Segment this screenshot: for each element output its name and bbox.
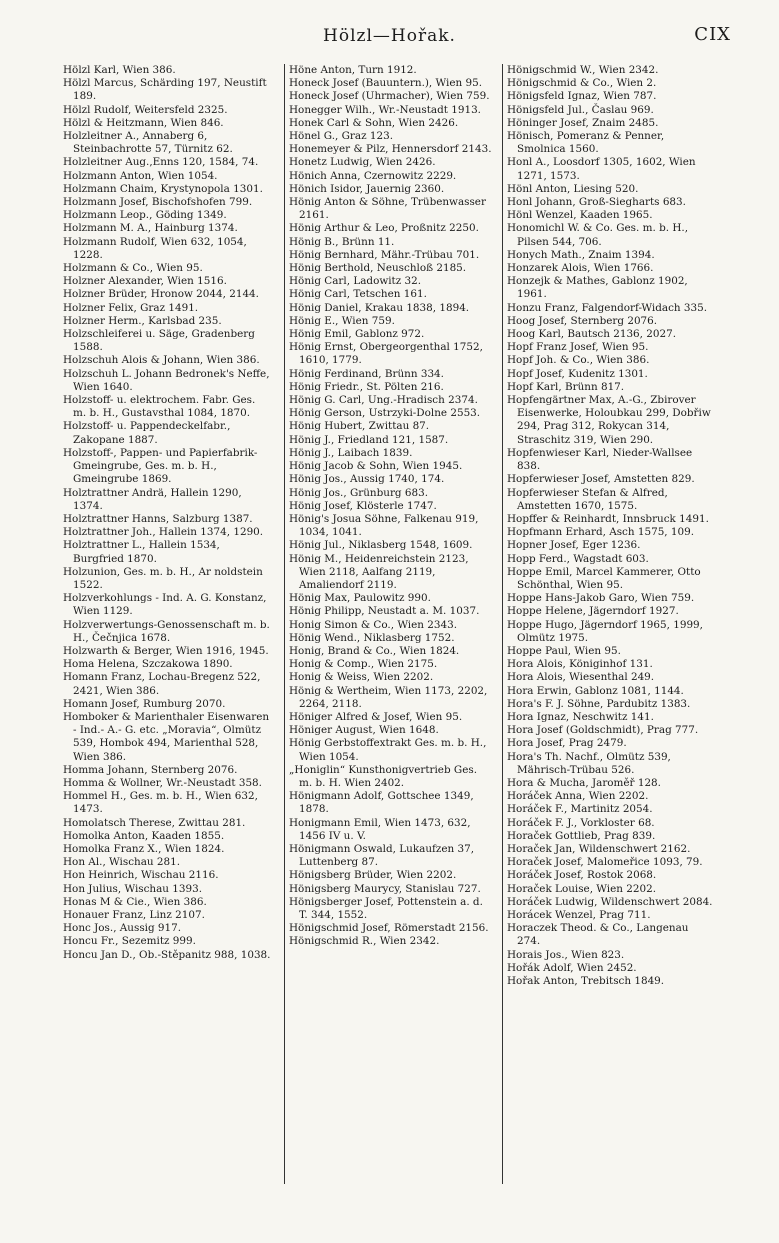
directory-entry: Hönig B., Brünn 11. — [289, 235, 395, 248]
directory-entry: Homolka Anton, Kaaden 1855. — [63, 829, 225, 842]
directory-entry: Horáček Anna, Wien 2202. — [507, 790, 649, 803]
directory-entry: Holzleitner Aug.,Enns 120, 1584, 74. — [63, 156, 259, 169]
directory-entry: Honig Simon & Co., Wien 2343. — [289, 618, 458, 631]
directory-entry: Hora Ignaz, Neschwitz 141. — [507, 710, 654, 723]
directory-entry: Hopf Karl, Brünn 817. — [507, 380, 625, 393]
directory-entry: Honig & Weiss, Wien 2202. — [289, 671, 434, 684]
directory-entry: Hönig Jul., Niklasberg 1548, 1609. — [289, 539, 473, 552]
directory-entry: Hoppe Hans-Jakob Garo, Wien 759. — [507, 592, 695, 605]
directory-entry: Hölzl Rudolf, Weitersfeld 2325. — [63, 103, 228, 116]
directory-entry: Holzmann & Co., Wien 95. — [63, 262, 203, 275]
directory-entry: Honeck Josef (Bauuntern.), Wien 95. — [289, 77, 483, 90]
directory-entry: „Honiglin“ Kunsthonigvertrieb Ges. m. b. H. Wien 2402. — [289, 763, 478, 789]
directory-entry: Holzstoff- u. Pappendeckelfabr., Zakopane 1887. — [63, 420, 231, 446]
directory-entry: Hönig Max, Paulowitz 990. — [289, 592, 431, 605]
directory-entry: Honl A., Loosdorf 1305, 1602, Wien 1271, 1573. — [507, 156, 696, 182]
directory-entry: Hopfenwieser Karl, Nieder-Wallsee 838. — [507, 446, 693, 473]
directory-entry: Hořák Adolf, Wien 2452. — [507, 961, 637, 974]
directory-entry: Höniger August, Wien 1648. — [289, 724, 439, 737]
directory-entry: Horáček F., Martinitz 2054. — [507, 803, 653, 816]
directory-entry: Hönig Anton & Söhne, Trübenwasser 2161. — [289, 196, 486, 222]
directory-entry: Hopfengärtner Max, A.-G., Zbirover Eisenwerke, Holoubkau 299, Dobřiw 294, Prag 312, Rokycan 314, Straschitz 319, Wien 290. — [507, 394, 711, 446]
directory-entry: Honek Carl & Sohn, Wien 2426. — [289, 116, 459, 129]
directory-entry: Honomichl W. & Co. Ges. m. b. H., Pilsen 544, 706. — [507, 222, 688, 248]
directory-entry: Holzleitner A., Annaberg 6, Steinbachrotte 57, Türnitz 62. — [63, 130, 233, 156]
directory-entry: Holzner Felix, Graz 1491. — [63, 301, 199, 314]
directory-entry: Hönig Berthold, Neuschloß 2185. — [289, 262, 467, 275]
directory-entry: Honetz Ludwig, Wien 2426. — [289, 156, 436, 169]
directory-entry: Hönig Gerbstoffextrakt Ges. m. b. H., Wien 1054. — [289, 737, 487, 763]
directory-entry: Hönig Wend., Niklasberg 1752. — [289, 631, 455, 644]
directory-entry: Hönig M., Heidenreichstein 2123, Wien 2118, Aalfang 2119, Amaliendorf 2119. — [289, 552, 469, 591]
directory-entry: Holzstoff-, Pappen- und Papierfabrik-Gmeingrube, Ges. m. b. H., Gmeingrube 1869. — [63, 446, 258, 486]
directory-entry: Honegger Wilh., Wr.-Neustadt 1913. — [289, 103, 481, 116]
directory-entry: Hölzl Karl, Wien 386. — [63, 64, 176, 76]
directory-entry: Hönig Bernhard, Mähr.-Trübau 701. — [289, 248, 480, 261]
directory-entry: Horaček Gottlieb, Prag 839. — [507, 829, 656, 842]
directory-entry: Hoog Josef, Sternberg 2076. — [507, 314, 658, 327]
directory-entry: Hora's Th. Nachf., Olmütz 539, Mährisch-Trübau 526. — [507, 750, 671, 776]
directory-entry: Honig, Brand & Co., Wien 1824. — [289, 644, 460, 657]
directory-entry: Hönich Anna, Czernowitz 2229. — [289, 169, 457, 182]
directory-entry: Holztrattner Joh., Hallein 1374, 1290. — [63, 526, 264, 539]
directory-entry: Hönig & Wertheim, Wien 1173, 2202, 2264, 2118. — [289, 684, 488, 710]
directory-entry: Hönig Arthur & Leo, Proßnitz 2250. — [289, 222, 479, 235]
directory-entry: Honigmann Emil, Wien 1473, 632, 1456 IV u. V. — [289, 816, 471, 842]
directory-entry: Hönigsfeld Jul., Časlau 969. — [507, 103, 654, 116]
directory-entry: Honcu Fr., Sezemitz 999. — [63, 935, 196, 948]
directory-entry: Hönig Ferdinand, Brünn 334. — [289, 367, 444, 380]
column-2 — [284, 64, 493, 1184]
column-3 — [502, 64, 713, 1184]
directory-entry: Honzarek Alois, Wien 1766. — [507, 262, 654, 275]
directory-entry: Hora Alois, Königinhof 131. — [507, 658, 653, 671]
directory-entry: Hon Al., Wischau 281. — [63, 856, 181, 869]
directory-entry: Horaček Josef, Malomeřice 1093, 79. — [507, 856, 703, 869]
directory-entry: Hönigschmid Josef, Römerstadt 2156. — [289, 922, 489, 935]
directory-entry: Hořak Anton, Trebitsch 1849. — [507, 975, 665, 988]
directory-entry: Horaczek Theod. & Co., Langenau 274. — [507, 922, 689, 948]
directory-entry: Hönigschmid R., Wien 2342. — [289, 935, 440, 948]
directory-entry: Honauer Franz, Linz 2107. — [63, 909, 205, 921]
directory-entry: Hönig Hubert, Zwittau 87. — [289, 420, 430, 433]
directory-entry: Hönig Ernst, Obergeorgenthal 1752, 1610, 1779. — [289, 341, 483, 367]
directory-entry: Holztrattner Andrä, Hallein 1290, 1374. — [63, 486, 242, 512]
directory-entry: Hora Josef, Prag 2479. — [507, 737, 627, 750]
directory-entry: Hönel G., Graz 123. — [289, 130, 393, 143]
directory-entry: Hora's F. J. Söhne, Pardubitz 1383. — [507, 697, 691, 710]
directory-entry: Holztrattner Hanns, Salzburg 1387. — [63, 512, 253, 525]
directory-entry: Holzstoff- u. elektrochem. Fabr. Ges. m. b. H., Gustavsthal 1084, 1870. — [63, 394, 256, 420]
directory-entry: Homa Helena, Szczakowa 1890. — [63, 658, 233, 671]
directory-entry: Hönich Isidor, Jauernig 2360. — [289, 182, 445, 195]
directory-entry: Hönig Gerson, Ustrzyki-Dolne 2553. — [289, 407, 481, 420]
directory-entry: Holzmann Josef, Bischofshofen 799. — [63, 196, 253, 209]
directory-entry: Homann Franz, Lochau-Bregenz 522, 2421, Wien 386. — [63, 671, 261, 697]
directory-entry: Homolka Franz X., Wien 1824. — [63, 842, 225, 855]
directory-entry: Holzmann Chaim, Krystynopola 1301. — [63, 182, 263, 195]
directory-entry: Holzmann M. A., Hainburg 1374. — [63, 222, 238, 235]
directory-entry: Hon Julius, Wischau 1393. — [63, 882, 203, 895]
directory-entry: Hönigsberg Brüder, Wien 2202. — [289, 869, 457, 882]
directory-entry: Horáček Josef, Rostok 2068. — [507, 869, 657, 882]
directory-entry: Homboker & Marienthaler Eisenwaren - Ind.- A.- G. etc. „Moravia“, Olmütz 539, Hombok 494, Marienthal 528, Wien 386. — [63, 710, 270, 763]
directory-entry: Hönig Josef, Klösterle 1747. — [289, 499, 437, 512]
directory-entry: Hönigsfeld Ignaz, Wien 787. — [507, 90, 657, 103]
directory-entry: Hommel H., Ges. m. b. H., Wien 632, 1473. — [63, 790, 258, 816]
directory-entry: Holzmann Anton, Wien 1054. — [63, 169, 218, 182]
directory-entry: Holzverkohlungs - Ind. A. G. Konstanz, Wien 1129. — [63, 592, 267, 618]
directory-entry: Hönig Carl, Tetschen 161. — [289, 288, 427, 301]
directory-entry: Honcu Jan D., Ob.-Stěpanitz 988, 1038. — [63, 948, 271, 961]
directory-entry: Hönig E., Wien 759. — [289, 314, 395, 327]
directory-entry: Hopfmann Erhard, Asch 1575, 109. — [507, 526, 695, 539]
directory-entry: Hoog Karl, Bautsch 2136, 2027. — [507, 328, 677, 341]
directory-entry: Honig & Comp., Wien 2175. — [289, 658, 438, 671]
directory-entry: Holzwarth & Berger, Wien 1916, 1945. — [63, 644, 269, 657]
directory-entry: Honych Math., Znaim 1394. — [507, 248, 655, 261]
directory-entry: Hönisch, Pomeranz & Penner, Smolnica 1560. — [507, 130, 665, 156]
directory-entry: Hönigmann Adolf, Gottschee 1349, 1878. — [289, 790, 474, 816]
directory-entry: Holzmann Rudolf, Wien 632, 1054, 1228. — [63, 235, 247, 261]
directory-entry: Holzschuh L. Johann Bedronek's Neffe, Wien 1640. — [63, 367, 270, 393]
directory-entry: Honeck Josef (Uhrmacher), Wien 759. — [289, 90, 490, 103]
directory-entry: Hönig G. Carl, Ung.-Hradisch 2374. — [289, 394, 478, 407]
directory-entry: Hora Alois, Wiesenthal 249. — [507, 671, 655, 684]
directory-entry: Hönig Emil, Gablonz 972. — [289, 328, 425, 341]
directory-entry: Hönigmann Oswald, Lukaufzen 37, Luttenberg 87. — [289, 842, 475, 869]
directory-entry: Hopf Franz Josef, Wien 95. — [507, 341, 649, 354]
directory-entry: Horáček Ludwig, Wildenschwert 2084. — [507, 895, 713, 908]
directory-entry: Hora & Mucha, Jaroměř 128. — [507, 776, 661, 789]
directory-entry: Horaček Louise, Wien 2202. — [507, 882, 657, 895]
directory-entry: Honemeyer & Pilz, Hennersdorf 2143. — [289, 143, 492, 156]
directory-entry: Holzmann Leop., Göding 1349. — [63, 209, 227, 222]
directory-entry: Homma Johann, Sternberg 2076. — [63, 763, 238, 776]
page-number: CIX — [694, 24, 731, 45]
directory-entry: Holzverwertungs-Genossenschaft m. b. H., Čečnjica 1678. — [63, 618, 270, 644]
directory-entry: Hönig Carl, Ladowitz 32. — [289, 275, 422, 288]
directory-entry: Hoppe Helene, Jägerndorf 1927. — [507, 605, 679, 618]
directory-entry: Hölzl Marcus, Schärding 197, Neustift 189. — [63, 77, 267, 103]
directory-entry: Hoppe Paul, Wien 95. — [507, 644, 621, 657]
directory-entry: Hönigsberg Maurycy, Stanislau 727. — [289, 882, 481, 895]
directory-entry: Holzner Alexander, Wien 1516. — [63, 275, 227, 288]
directory-entry: Hopffer & Reinhardt, Innsbruck 1491. — [507, 512, 709, 525]
directory-entry: Hönig J., Friedland 121, 1587. — [289, 433, 449, 446]
directory-entry: Hönl Wenzel, Kaaden 1965. — [507, 209, 653, 222]
directory-entry: Hönig's Josua Söhne, Falkenau 919, 1034, 1041. — [289, 512, 479, 539]
directory-entry: Horaček Jan, Wildenschwert 2162. — [507, 842, 691, 855]
directory-entry: Hopferwieser Stefan & Alfred, Amstetten 1670, 1575. — [507, 486, 668, 512]
directory-entry: Hora Erwin, Gablonz 1081, 1144. — [507, 684, 684, 697]
directory-entry: Hönigsberger Josef, Pottenstein a. d. T. 344, 1552. — [289, 895, 483, 921]
directory-entry: Hora Josef (Goldschmidt), Prag 777. — [507, 724, 699, 737]
directory-entry: Hönl Anton, Liesing 520. — [507, 182, 639, 195]
directory-entry: Hopp Ferd., Wagstadt 603. — [507, 552, 649, 565]
directory-entry: Holzunion, Ges. m. b. H., Ar noldstein 1522. — [63, 565, 263, 591]
directory-entry: Hönigschmid & Co., Wien 2. — [507, 77, 657, 90]
directory-entry: Holztrattner L., Hallein 1534, Burgfried 1870. — [63, 539, 220, 565]
directory-entry: Homolatsch Therese, Zwittau 281. — [63, 816, 246, 829]
directory-entry: Höniger Alfred & Josef, Wien 95. — [289, 710, 463, 723]
directory-entry: Honzejk & Mathes, Gablonz 1902, 1961. — [507, 275, 688, 301]
directory-entry: Hönig Daniel, Krakau 1838, 1894. — [289, 301, 470, 314]
directory-entry: Honzu Franz, Falgendorf-Widach 335. — [507, 301, 708, 314]
directory-entry: Hönigschmid W., Wien 2342. — [507, 64, 659, 76]
directory-entry: Hopner Josef, Eger 1236. — [507, 539, 641, 552]
directory-entry: Hölzl & Heitzmann, Wien 846. — [63, 116, 224, 129]
directory-entry: Höninger Josef, Znaim 2485. — [507, 116, 659, 129]
directory-entry: Holzner Brüder, Hronow 2044, 2144. — [63, 288, 259, 301]
directory-entry: Hoppe Emil, Marcel Kammerer, Otto Schönthal, Wien 95. — [507, 565, 701, 591]
directory-entry: Homma & Wollner, Wr.-Neustadt 358. — [63, 776, 262, 789]
page-title: Hölzl—Hořak. — [323, 26, 456, 46]
directory-entry: Hoppe Hugo, Jägerndorf 1965, 1999, Olmütz 1975. — [507, 618, 703, 644]
directory-entry: Hönig Jacob & Sohn, Wien 1945. — [289, 460, 463, 473]
column-1 — [63, 64, 271, 1184]
directory-entry: Holzschuh Alois & Johann, Wien 386. — [63, 354, 260, 367]
directory-entry: Hönig J., Laibach 1839. — [289, 446, 413, 459]
directory-entry: Hönig Philipp, Neustadt a. M. 1037. — [289, 605, 480, 618]
directory-entry: Hönig Friedr., St. Pölten 216. — [289, 380, 444, 393]
directory-entry: Hopferwieser Josef, Amstetten 829. — [507, 473, 695, 486]
directory-entry: Honas M & Cie., Wien 386. — [63, 895, 207, 908]
directory-entry: Holzner Herm., Karlsbad 235. — [63, 314, 222, 327]
directory-entry: Horáček F. J., Vorkloster 68. — [507, 816, 655, 829]
directory-entry: Hon Heinrich, Wischau 2116. — [63, 869, 219, 882]
directory-columns — [63, 64, 713, 1214]
directory-entry: Holzschleiferei u. Säge, Gradenberg 1588. — [63, 328, 255, 354]
page-header — [0, 20, 779, 50]
directory-entry: Hopf Joh. & Co., Wien 386. — [507, 354, 650, 367]
directory-entry: Hönig Jos., Grünburg 683. — [289, 486, 429, 499]
directory-entry: Höne Anton, Turn 1912. — [289, 64, 417, 76]
directory-entry: Honc Jos., Aussig 917. — [63, 922, 182, 935]
directory-entry: Hönig Jos., Aussig 1740, 174. — [289, 473, 445, 486]
directory-entry: Hopf Josef, Kudenitz 1301. — [507, 367, 648, 380]
directory-entry: Horais Jos., Wien 823. — [507, 948, 625, 961]
directory-entry: Homann Josef, Rumburg 2070. — [63, 697, 226, 710]
directory-entry: Honl Johann, Groß-Siegharts 683. — [507, 196, 686, 209]
directory-entry: Horácek Wenzel, Prag 711. — [507, 909, 651, 921]
